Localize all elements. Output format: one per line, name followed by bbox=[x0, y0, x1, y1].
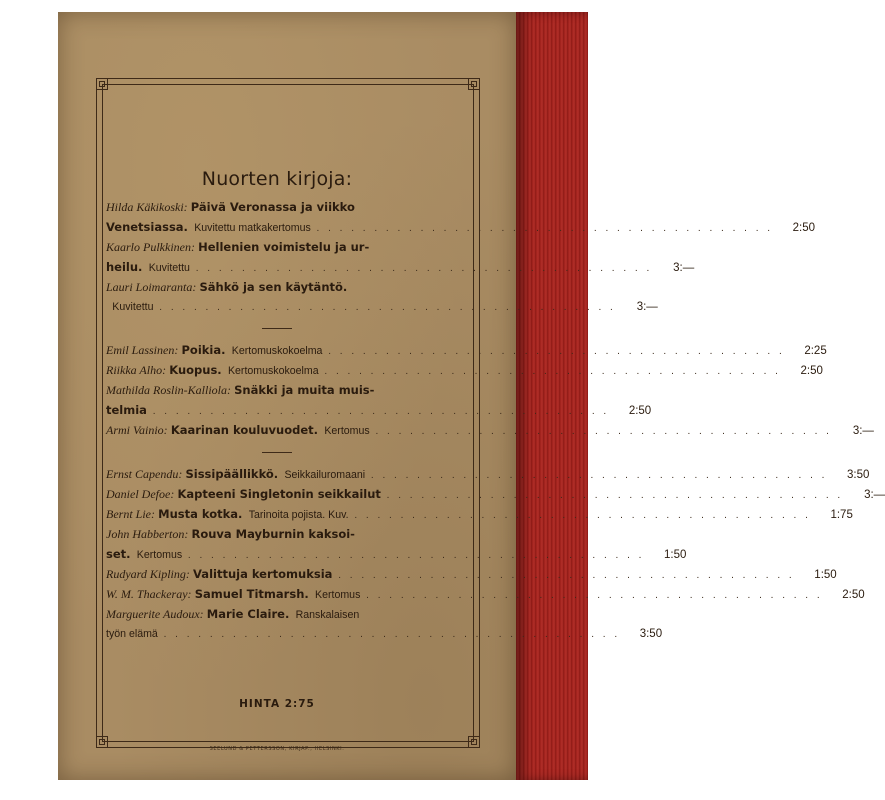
book-price: 2:25 bbox=[804, 345, 827, 357]
book-price: 3:— bbox=[864, 489, 885, 501]
entry-line bbox=[106, 565, 837, 585]
book-author: John Habberton: bbox=[106, 527, 189, 541]
dot-leader: . . . . . . . . . . . . . . . . . . . . . . . . . . . . . . . . . . . . . . . . bbox=[189, 263, 653, 274]
group-separator bbox=[262, 452, 292, 453]
book-entry bbox=[106, 505, 853, 525]
book-description: Kertomuskokoelma bbox=[227, 365, 319, 377]
book-price: 3:50 bbox=[639, 628, 663, 640]
book-groups bbox=[106, 198, 885, 644]
book-title: Rouva Mayburnin kaksoi- bbox=[191, 527, 355, 541]
book-entry bbox=[106, 341, 827, 361]
dot-leader: . . . . . . . . . . . . . . . . . . . . . . . . . . . . . . . . . . . . . . . . bbox=[146, 406, 610, 417]
entry-line bbox=[106, 361, 823, 381]
corner-ornament-tr-2 bbox=[471, 81, 477, 87]
dot-leader: . . . . . . . . . . . . . . . . . . . . . . . . . . . . . . . . . . . . . . . . bbox=[182, 550, 645, 561]
book-title: Kapteeni Singletonin seikkailut bbox=[177, 487, 381, 501]
book-title: Sissipäällikkö. bbox=[185, 467, 279, 481]
book-author: Kaarlo Pulkkinen: bbox=[106, 240, 195, 254]
book-title: Sähkö ja sen käytäntö. bbox=[199, 280, 348, 294]
book-author: W. M. Thackeray: bbox=[106, 587, 192, 601]
corner-ornament-br-2 bbox=[471, 739, 477, 745]
entry-line bbox=[106, 341, 827, 361]
book-author: Rudyard Kipling: bbox=[106, 567, 190, 581]
book-title: Samuel Titmarsh. bbox=[194, 587, 309, 601]
book-author: Mathilda Roslin-Kalliola: bbox=[106, 383, 231, 397]
book-title: heilu. bbox=[106, 260, 143, 274]
entry-line bbox=[106, 381, 448, 401]
book-entry bbox=[106, 485, 885, 505]
book-description: työn elämä bbox=[106, 628, 158, 640]
book-author: Marguerite Audoux: bbox=[106, 607, 204, 621]
entry-line bbox=[106, 525, 448, 545]
book-entry bbox=[106, 565, 837, 585]
book-entry bbox=[106, 381, 652, 421]
book-title: Kuopus. bbox=[169, 363, 222, 377]
book-description: Ranskalaisen bbox=[295, 609, 360, 621]
book-price: 3:50 bbox=[847, 469, 870, 481]
book-title: Valittuja kertomuksia bbox=[193, 567, 333, 581]
book-author: Riikka Alho: bbox=[106, 363, 167, 377]
book-description: Kuvitettu bbox=[112, 301, 154, 313]
list-heading: Nuorten kirjoja: bbox=[201, 168, 353, 190]
book-title: Snäkki ja muita muis- bbox=[234, 383, 375, 397]
book-entry bbox=[106, 361, 823, 381]
red-spine bbox=[516, 12, 588, 780]
entry-line bbox=[106, 198, 448, 218]
entry-line bbox=[106, 605, 448, 625]
group-separator bbox=[262, 328, 292, 329]
book-title: Musta kotka. bbox=[158, 507, 243, 521]
book-price: 2:50 bbox=[800, 365, 823, 377]
printer-imprint: SEELUND & PETTERSSON, KIRJAP., HELSINKI. bbox=[209, 746, 345, 752]
book-price: 1:50 bbox=[664, 549, 687, 561]
dot-leader: . . . . . . . . . . . . . . . . . . . . . . . . . . . . . . . . . . . . . . . . bbox=[369, 426, 832, 437]
book-entry bbox=[106, 585, 865, 605]
entry-line bbox=[106, 485, 885, 505]
dot-leader: . . . . . . . . . . . . . . . . . . . . . . . . . . . . . . . . . . . . . . . . bbox=[153, 302, 616, 313]
book-description: Seikkailuromaani bbox=[284, 469, 366, 481]
book-description: Kertomus bbox=[136, 549, 183, 561]
entry-line bbox=[106, 298, 658, 317]
dot-leader: . . . . . . . . . . . . . . . . . . . . . . . . . . . . . . . . . . . . . . . . bbox=[157, 629, 621, 640]
book-entry bbox=[106, 421, 874, 441]
book-description: Kertomus bbox=[315, 589, 361, 601]
book-title: Hellenien voimistelu ja ur- bbox=[198, 240, 370, 254]
book-description: Kuvitettu matkakertomus bbox=[194, 222, 311, 234]
price-label: HINTA 2:75 bbox=[239, 698, 315, 710]
dot-leader: . . . . . . . . . . . . . . . . . . . . . . . . . . . . . . . . . . . . . . . . bbox=[322, 346, 785, 357]
book-title: Poikia. bbox=[181, 343, 226, 357]
book-author: Emil Lassinen: bbox=[106, 343, 179, 357]
book-author: Daniel Defoe: bbox=[106, 487, 175, 501]
book-entry bbox=[106, 525, 687, 565]
entry-line bbox=[106, 545, 687, 565]
book-title: Marie Claire. bbox=[206, 607, 290, 621]
book-price: 3:— bbox=[852, 425, 874, 437]
entry-line bbox=[106, 401, 652, 421]
book-price: 1:50 bbox=[814, 569, 837, 581]
book-title: Päivä Veronassa ja viikko bbox=[190, 200, 355, 214]
entry-line bbox=[106, 465, 870, 485]
book-title: Venetsiassa. bbox=[106, 220, 188, 234]
book-entry bbox=[106, 605, 663, 644]
book-price: 2:50 bbox=[792, 222, 816, 234]
book-entry bbox=[106, 238, 695, 278]
book-description: Kertomus bbox=[324, 425, 370, 437]
corner-ornament-tl-2 bbox=[99, 81, 105, 87]
entry-line bbox=[106, 585, 865, 605]
book-price: 3:— bbox=[673, 262, 695, 274]
book-price: 2:50 bbox=[628, 405, 652, 417]
dot-leader: . . . . . . . . . . . . . . . . . . . . . . . . . . . . . . . . . . . . . . . . bbox=[318, 366, 781, 377]
entry-line bbox=[106, 625, 663, 644]
book-title: set. bbox=[106, 547, 131, 561]
book-entry bbox=[106, 465, 870, 485]
entry-line bbox=[106, 238, 448, 258]
entry-line bbox=[106, 278, 448, 298]
entry-line bbox=[106, 258, 695, 278]
book-entry bbox=[106, 198, 816, 238]
book-entry bbox=[106, 278, 658, 317]
book-list bbox=[106, 160, 885, 644]
book-description: Tarinoita pojista. Kuv. bbox=[248, 509, 349, 521]
book-price: 2:50 bbox=[842, 589, 865, 601]
book-title: Kaarinan kouluvuodet. bbox=[170, 423, 319, 437]
dot-leader: . . . . . . . . . . . . . . . . . . . . . . . . . . . . . . . . . . . . . . . . bbox=[360, 590, 823, 601]
entry-line bbox=[106, 218, 816, 238]
book-price: 3:— bbox=[636, 301, 658, 313]
book-description: Kertomuskokoelma bbox=[231, 345, 323, 357]
book-author: Armi Vainio: bbox=[106, 423, 168, 437]
book-author: Lauri Loimaranta: bbox=[106, 280, 197, 294]
book-author: Bernt Lie: bbox=[106, 507, 155, 521]
entry-line bbox=[106, 421, 874, 441]
book-price: 1:75 bbox=[830, 509, 853, 521]
book-back-cover bbox=[58, 12, 885, 780]
book-description: Kuvitettu bbox=[148, 262, 190, 274]
dot-leader: . . . . . . . . . . . . . . . . . . . . . . . . . . . . . . . . . . . . . . . . bbox=[365, 470, 828, 481]
dot-leader: . . . . . . . . . . . . . . . . . . . . . . . . . . . . . . . . . . . . . . . . bbox=[310, 223, 774, 234]
entry-line bbox=[106, 505, 853, 525]
book-author: Ernst Capendu: bbox=[106, 467, 183, 481]
dot-leader: . . . . . . . . . . . . . . . . . . . . . . . . . . . . . . . . . . . . . . . . bbox=[332, 570, 795, 581]
book-title: telmia bbox=[106, 403, 147, 417]
corner-ornament-bl-2 bbox=[99, 739, 105, 745]
book-author: Hilda Käkikoski: bbox=[106, 200, 188, 214]
dot-leader: . . . . . . . . . . . . . . . . . . . . . . . . . . . . . . . . . . . . . . . . bbox=[380, 490, 844, 501]
dot-leader: . . . . . . . . . . . . . . . . . . . . . . . . . . . . . . . . . . . . . . . . bbox=[348, 510, 811, 521]
